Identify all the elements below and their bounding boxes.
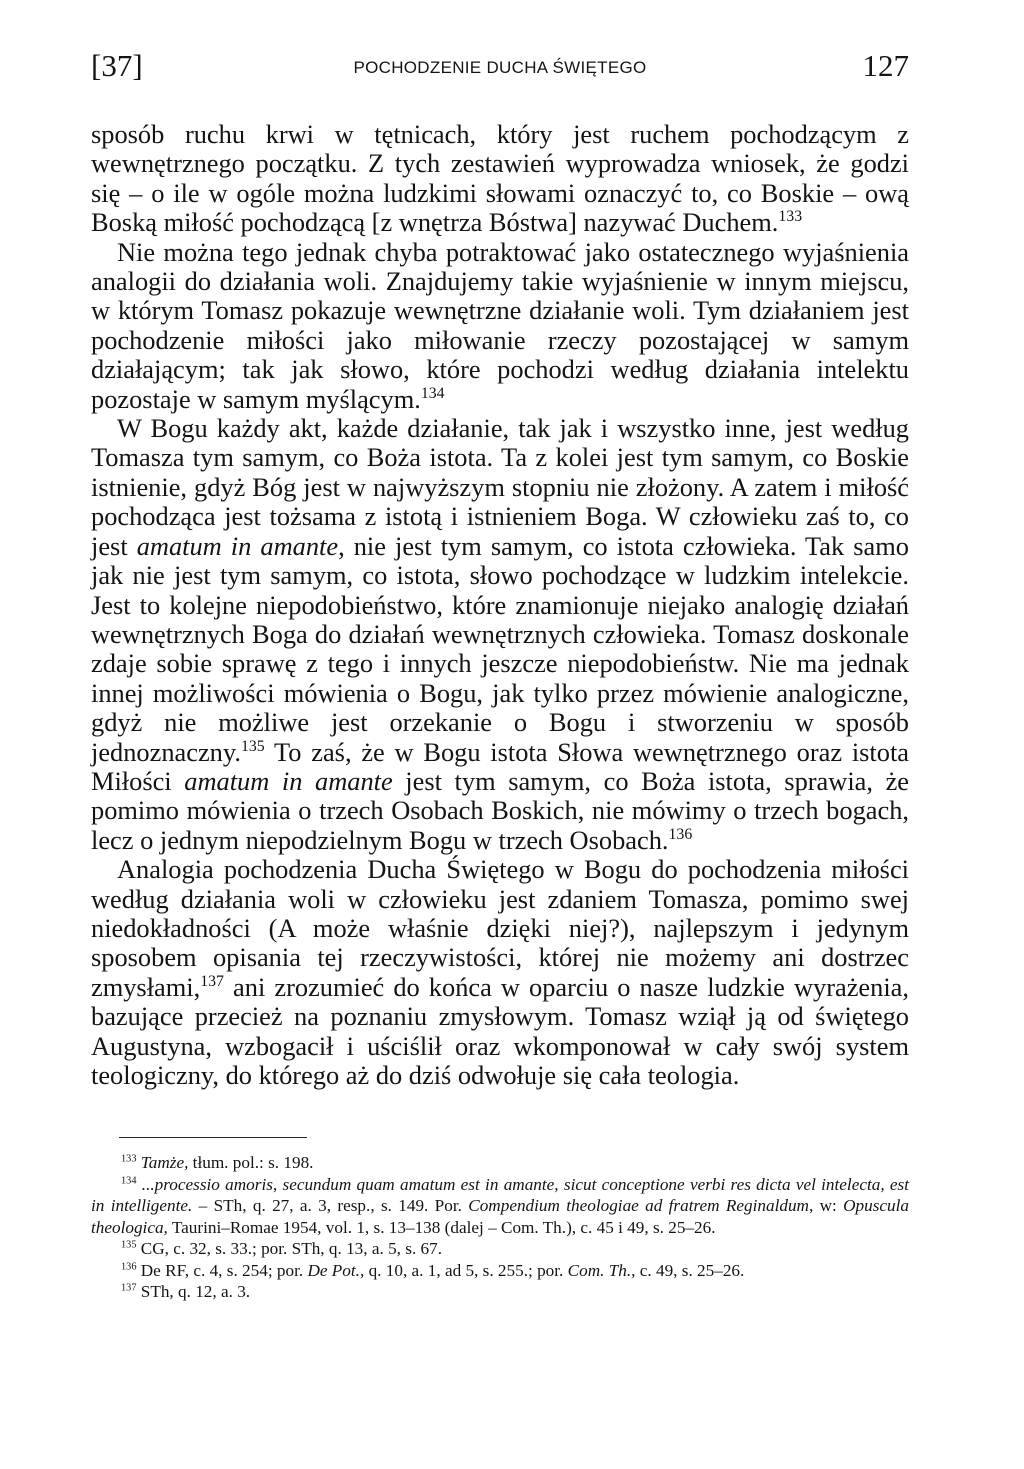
italic-text: Com. Th.,: [567, 1260, 636, 1280]
footnote: [91, 1281, 909, 1303]
text-run: Analogia pochodzenia Ducha Świętego w Bogu do pochodzenia miłości według działania woli w człowieku jest zdaniem Tomasza, pomimo swej niedokładności (A może właśnie dzięki niej?), najlepszym i jedynym sposobem opisania tej rzeczywistości, której nie możemy ani dostrzec zmysłami,: [91, 854, 909, 1002]
text-run: Nie można tego jednak chyba potraktować jako ostatecznego wyjaśnienia analogii do działania woli. Znajdujemy takie wyjaśnienie w innym miejscu, w którym Tomasz pokazuje wewnętrzne działanie woli. Tym działaniem jest pochodzenie miłości jako miłowanie rzeczy pozostającej w samym działającym; tak jak słowo, które pochodzi według działania intelektu pozostaje w samym myślącym.: [91, 236, 909, 414]
text-run: – STh, q. 27, a. 3, resp., s. 149. Por.: [192, 1196, 469, 1215]
italic-text: ...processio amoris, secundum quam amatum est in amante, sicut conceptione verbi res dicta vel intelecta, est in intelligente.: [91, 1174, 909, 1215]
main-text: [91, 120, 909, 1090]
italic-text: De Pot.,: [307, 1260, 365, 1280]
italic-text: Compendium theologiae ad fratrem Reginaldum,: [468, 1196, 814, 1215]
text-run: ani zrozumieć do końca w oparciu o nasze ludzkie wyrażenia, bazujące przecież na poznaniu zmysłowym. Tomasz wziął ją od świętego Augustyna, wzbogacił i uściślił oraz wkomponował w cały swój system teologiczny, do którego aż do dziś odwołuje się cała teologia.: [91, 971, 909, 1090]
running-title: POCHODZENIE DUCHA ŚWIĘTEGO: [353, 58, 647, 77]
italic-text: amatum in amante: [136, 530, 339, 561]
footnote-ref: 136: [668, 825, 693, 843]
paragraph: [91, 414, 909, 855]
footnote-ref: 135: [240, 737, 265, 755]
footnote: [91, 1152, 909, 1174]
text-run: To zaś, że w Bogu istota Słowa wewnętrznego oraz istota Miłości: [91, 736, 909, 796]
text-run: w:: [813, 1196, 844, 1215]
footnote-ref: 134: [121, 1174, 137, 1186]
text-run: W Bogu każdy akt, każde działanie, tak jak i wszystko inne, jest według Tomasza tym samym, co Boża istota. Ta z kolei jest tym samym, co Boskie istnienie, gdyż Bóg jest w najwyższym stopniu nie złożony. A zatem i miłość pochodząca jest tożsama z istotą i istnieniem Boga. W człowieku zaś to, co jest: [91, 413, 909, 561]
text-run: q. 10, a. 1, ad 5, s. 255.; por.: [364, 1260, 568, 1280]
section-marker: [37]: [91, 48, 143, 83]
footnote: [91, 1174, 909, 1239]
book-page: [91, 0, 909, 1469]
text-run: STh, q. 12, a. 3.: [136, 1282, 251, 1301]
footnote-ref: 137: [121, 1282, 137, 1294]
paragraph: [91, 855, 909, 1090]
footnote-ref: 136: [121, 1260, 137, 1272]
text-run: sposób ruchu krwi w tętnicach, który jest ruchem pochodzącym z wewnętrznego początku. Z tych zestawień wyprowadza wniosek, że godzi się – o ile w ogóle można ludzkimi słowami oznaczyć to, co Boskie – ową Boską miłość pochodzącą [z wnętrza Bóstwa] nazywać Duchem.: [91, 119, 909, 238]
footnote-ref: 134: [420, 384, 445, 402]
text-run: tłum. pol.: s. 198.: [188, 1153, 314, 1172]
running-header: [91, 44, 909, 88]
footnote: [91, 1260, 909, 1282]
footnote-ref: 133: [778, 208, 803, 226]
text-run: De RF, c. 4, s. 254; por.: [136, 1260, 308, 1280]
text-run: CG, c. 32, s. 33.; por. STh, q. 13, a. 5, s. 67.: [136, 1239, 443, 1258]
text-run: Taurini–Romae 1954, vol. 1, s. 13–138 (dalej – Com. Th.), c. 45 i 49, s. 25–26.: [167, 1217, 716, 1237]
text-run: , nie jest tym samym, co istota człowieka. Tak samo jak nie jest tym samym, co istota, słowo pochodzące w ludzkim intelekcie. Jest to kolejne niepodobieństwo, które znamionuje niejako analogię działań wewnętrznych Boga do działań wewnętrznych człowieka. Tomasz doskonale zdaje sobie sprawę z tego i innych jeszcze niepodobieństw. Nie ma jednak innej możliwości mówienia o Bogu, jak tylko przez mówienie analogiczne, gdyż nie możliwe jest orzekanie o Bogu i stworzeniu w sposób jednoznaczny.: [91, 530, 909, 767]
footnote-separator: [119, 1137, 307, 1138]
paragraph: [91, 238, 909, 414]
page-number: 127: [862, 48, 909, 83]
footnote-ref: 133: [121, 1153, 137, 1165]
footnote-ref: 135: [121, 1239, 137, 1251]
paragraph: [91, 120, 909, 238]
italic-text: amatum in amante: [184, 765, 393, 796]
footnote-ref: 137: [200, 972, 224, 990]
text-run: c. 49, s. 25–26.: [635, 1260, 745, 1280]
italic-text: Opuscula theologica,: [91, 1196, 910, 1237]
italic-text: Tamże,: [140, 1153, 189, 1172]
text-run: jest tym samym, co Boża istota, sprawia, że pomimo mówienia o trzech Osobach Boskich, nie mówimy o trzech bogach, lecz o jednym niepodzielnym Bogu w trzech Osobach.: [91, 765, 909, 855]
footnotes: [91, 1152, 909, 1303]
footnote: [91, 1238, 909, 1260]
